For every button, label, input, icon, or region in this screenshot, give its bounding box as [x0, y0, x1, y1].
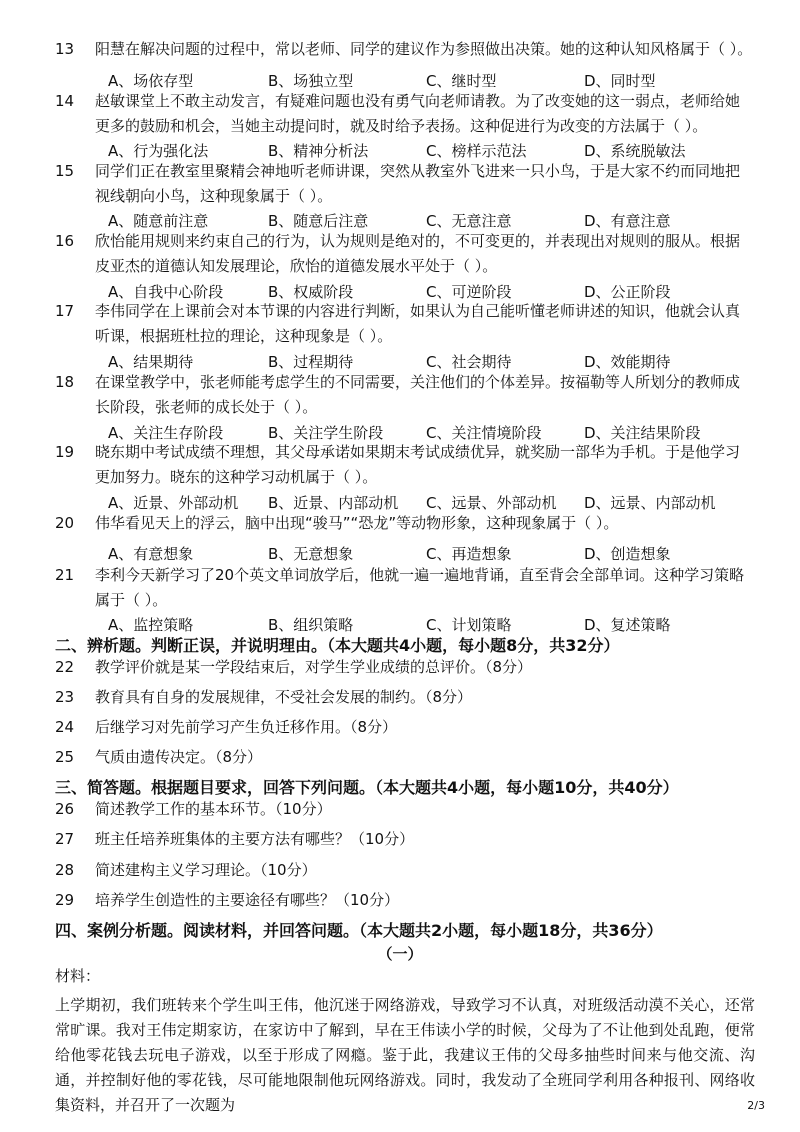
- option-a: A、场依存型: [108, 72, 194, 90]
- section-4-title: 四、案例分析题。阅读材料，并回答问题。（本大题共2小题，每小题18分，共36分）: [55, 921, 663, 940]
- question-number: 28: [55, 861, 75, 879]
- page-number: 2/3: [747, 1099, 765, 1112]
- question-number: 14: [55, 92, 75, 110]
- question-stem: 教育具有自身的发展规律，不受社会发展的制约。（8分）: [95, 688, 473, 706]
- option-d: D、有意注意: [584, 212, 671, 230]
- option-b: B、随意后注意: [268, 212, 369, 230]
- question-stem: 班主任培养班集体的主要方法有哪些？（10分）: [95, 830, 415, 848]
- option-a: A、监控策略: [108, 616, 194, 634]
- option-b: B、无意想象: [268, 545, 354, 563]
- material-label: 材料：: [55, 967, 101, 985]
- question-number: 16: [55, 232, 75, 250]
- question-stem: 简述教学工作的基本环节。（10分）: [95, 800, 332, 818]
- question-stem: 简述建构主义学习理论。（10分）: [95, 861, 317, 879]
- question-number: 29: [55, 891, 75, 909]
- question-number: 18: [55, 373, 75, 391]
- option-c: C、无意注意: [426, 212, 512, 230]
- question-stem: 阳慧在解决问题的过程中，常以老师、同学的建议作为参照做出决策。她的这种认知风格属于（ ）。: [95, 40, 753, 58]
- question-number: 21: [55, 566, 75, 584]
- question-number: 25: [55, 748, 75, 766]
- option-d: D、系统脱敏法: [584, 142, 686, 160]
- option-c: C、社会期待: [426, 353, 512, 371]
- question-stem: 后继学习对先前学习产生负迁移作用。（8分）: [95, 718, 398, 736]
- option-c: C、继时型: [426, 72, 497, 90]
- option-a: A、随意前注意: [108, 212, 209, 230]
- question-stem: 晓东期中考试成绩不理想，其父母承诺如果期末考试成绩优异，就奖励一部华为手机。于是他学习更加努力。晓东的这种学习动机属于（ ）。: [95, 443, 741, 486]
- question-number: 27: [55, 830, 75, 848]
- question-number: 26: [55, 800, 75, 818]
- option-a: A、有意想象: [108, 545, 194, 563]
- option-a: A、行为强化法: [108, 142, 209, 160]
- question-stem: 赵敏课堂上不敢主动发言，有疑难问题也没有勇气向老师请教。为了改变她的这一弱点，老师给她更多的鼓励和机会，当她主动提问时，就及时给予表扬。这种促进行为改变的方法属于（ ）。: [95, 92, 741, 135]
- option-c: C、关注情境阶段: [426, 424, 542, 442]
- case-title: （一）: [377, 945, 423, 963]
- option-b: B、权威阶段: [268, 283, 354, 301]
- option-a: A、近景、外部动机: [108, 494, 239, 512]
- question-stem: 在课堂教学中，张老师能考虑学生的不同需要，关注他们的个体差异。按福勒等人所划分的教师成长阶段，张老师的成长处于（ ）。: [95, 373, 741, 416]
- question-stem: 李利今天新学习了20个英文单词放学后，他就一遍一遍地背诵，直至背会全部单词。这种学习策略属于（ ）。: [95, 566, 745, 609]
- question-number: 23: [55, 688, 75, 706]
- option-b: B、场独立型: [268, 72, 354, 90]
- section-2-title: 二、辨析题。判断正误，并说明理由。（本大题共4小题，每小题8分，共32分）: [55, 636, 620, 655]
- option-d: D、公正阶段: [584, 283, 671, 301]
- question-stem: 气质由遗传决定。（8分）: [95, 748, 263, 766]
- option-c: C、再造想象: [426, 545, 512, 563]
- option-d: D、关注结果阶段: [584, 424, 701, 442]
- question-stem: 欣怡能用规则来约束自己的行为，认为规则是绝对的，不可变更的，并表现出对规则的服从。根据皮亚杰的道德认知发展理论，欣怡的道德发展水平处于（ ）。: [95, 232, 741, 275]
- option-c: C、远景、外部动机: [426, 494, 557, 512]
- option-b: B、精神分析法: [268, 142, 369, 160]
- option-c: C、可逆阶段: [426, 283, 512, 301]
- option-d: D、效能期待: [584, 353, 671, 371]
- option-a: A、关注生存阶段: [108, 424, 224, 442]
- option-b: B、组织策略: [268, 616, 354, 634]
- option-c: C、榜样示范法: [426, 142, 527, 160]
- question-stem: 同学们正在教室里聚精会神地听老师讲课，突然从教室外飞进来一只小鸟，于是大家不约而同地把视线朝向小鸟，这种现象属于（ ）。: [95, 162, 741, 205]
- option-b: B、关注学生阶段: [268, 424, 384, 442]
- question-number: 24: [55, 718, 75, 736]
- question-number: 17: [55, 302, 75, 320]
- option-d: D、创造想象: [584, 545, 671, 563]
- option-d: D、远景、内部动机: [584, 494, 716, 512]
- material-passage: 上学期初，我们班转来个学生叫王伟，他沉迷于网络游戏，导致学习不认真，对班级活动漠不关心，还常常旷课。我对王伟定期家访，在家访中了解到，早在王伟读小学的时候，父母为了不让他到处乱跑，便常给他零花钱去玩电子游戏，以至于形成了网瘾。鉴于此，我建议王伟的父母多抽些时间来与他交流、沟通，并控制好他的零花钱，尽可能地限制他玩网络游戏。同时，我发动了全班同学利用各种报刊、网络收集资料，并召开了一次题为: [55, 996, 755, 1114]
- option-c: C、计划策略: [426, 616, 512, 634]
- option-d: D、复述策略: [584, 616, 671, 634]
- question-stem: 教学评价就是某一学段结束后，对学生学业成绩的总评价。（8分）: [95, 658, 533, 676]
- option-b: B、近景、内部动机: [268, 494, 399, 512]
- option-a: A、自我中心阶段: [108, 283, 224, 301]
- question-number: 22: [55, 658, 75, 676]
- question-number: 19: [55, 443, 75, 461]
- section-3-title: 三、简答题。根据题目要求，回答下列问题。（本大题共4小题，每小题10分，共40分）: [55, 778, 679, 797]
- question-number: 20: [55, 514, 75, 532]
- option-b: B、过程期待: [268, 353, 354, 371]
- question-number: 15: [55, 162, 75, 180]
- option-a: A、结果期待: [108, 353, 194, 371]
- question-stem: 李伟同学在上课前会对本节课的内容进行判断，如果认为自己能听懂老师讲述的知识，他就会认真听课，根据班杜拉的理论，这种现象是（ ）。: [95, 302, 741, 345]
- option-d: D、同时型: [584, 72, 656, 90]
- question-stem: 伟华看见天上的浮云，脑中出现“骏马”“恐龙”等动物形象，这种现象属于（ ）。: [95, 514, 619, 532]
- question-stem: 培养学生创造性的主要途径有哪些？（10分）: [95, 891, 400, 909]
- question-number: 13: [55, 40, 75, 58]
